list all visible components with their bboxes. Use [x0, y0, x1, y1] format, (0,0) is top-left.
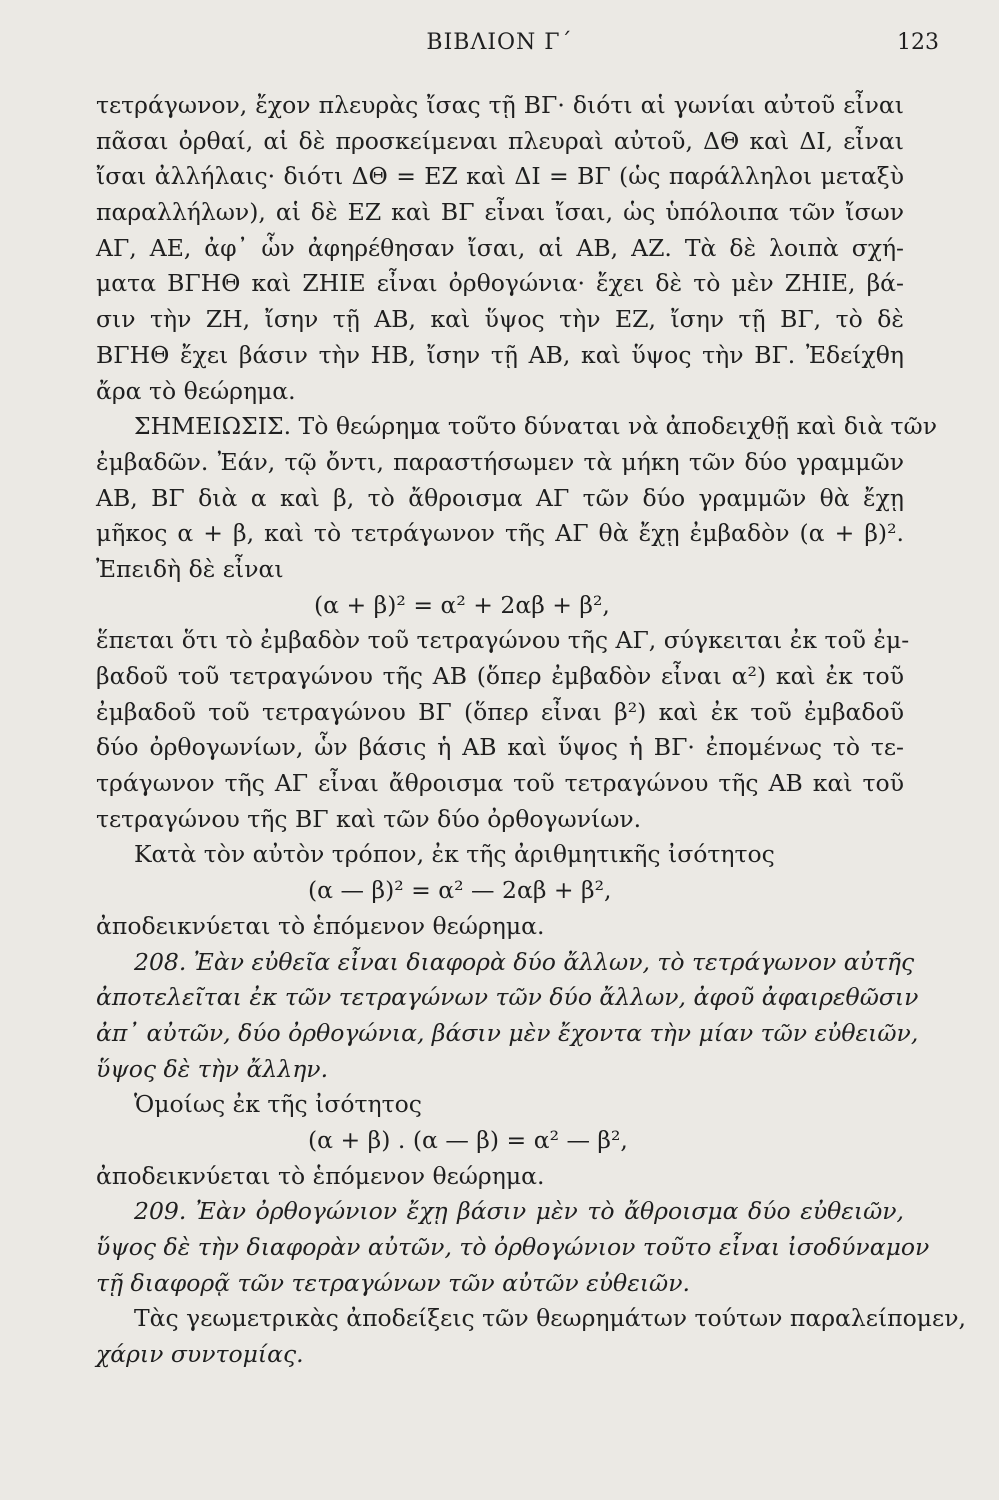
text-line: μῆκος α + β, καὶ τὸ τετράγωνον τῆς ΑΓ θὰ ἔχῃ ἐμβαδὸν (α + β)².: [96, 519, 904, 548]
text-line: ἄρα τὸ θεώρημα.: [96, 376, 296, 405]
theorem-line: ἀποτελεῖται ἐκ τῶν τετραγώνων τῶν δύο ἄλλων, ἀφοῦ ἀφαιρεθῶσιν: [96, 983, 919, 1012]
text-line: Τὰς γεωμετρικὰς ἀποδείξεις τῶν θεωρημάτων τούτων παραλείπομεν,: [134, 1304, 966, 1333]
text-line: ἀποδεικνύεται τὸ ἑπόμενον θεώρημα.: [96, 911, 545, 940]
text-line: δύο ὀρθογωνίων, ὧν βάσις ἡ ΑΒ καὶ ὕψος ἡ ΒΓ· ἐπομένως τὸ τε-: [96, 733, 904, 762]
page-body: [96, 88, 966, 1373]
text-line: παραλλήλων), αἱ δὲ ΕΖ καὶ ΒΓ εἶναι ἴσαι, ὡς ὑπόλοιπα τῶν ἴσων: [96, 198, 904, 227]
theorem-line: ὕψος δὲ τὴν ἄλλην.: [96, 1054, 329, 1083]
theorem-line: ὕψος δὲ τὴν διαφορὰν αὐτῶν, τὸ ὀρθογώνιον τοῦτο εἶναι ἰσοδύναμον: [96, 1233, 930, 1261]
text-line: χάριν συντομίας.: [96, 1340, 304, 1369]
text-line: τετράγωνον, ἔχον πλευρὰς ἴσας τῇ ΒΓ· διότι αἱ γωνίαι αὐτοῦ εἶναι: [96, 91, 904, 119]
formula-line: (α — β)² = α² — 2αβ + β²,: [308, 876, 612, 905]
theorem-line: ἀπ᾽ αὐτῶν, δύο ὀρθογώνια, βάσιν μὲν ἔχοντα τὴν μίαν τῶν εὐθειῶν,: [96, 1018, 919, 1047]
text-line: σιν τὴν ΖΗ, ἴσην τῇ ΑΒ, καὶ ὕψος τὴν ΕΖ, ἴσην τῇ ΒΓ, τὸ δὲ: [96, 305, 904, 334]
note-heading-line: ΣΗΜΕΙΩΣΙΣ. Τὸ θεώρημα τοῦτο δύναται νὰ ἀποδειχθῇ καὶ διὰ τῶν: [134, 412, 937, 441]
text-line: ἕπεται ὅτι τὸ ἐμβαδὸν τοῦ τετραγώνου τῆς ΑΓ, σύγκειται ἐκ τοῦ ἐμ-: [96, 626, 910, 655]
theorem-line: 209. Ἐὰν ὀρθογώνιον ἔχῃ βάσιν μὲν τὸ ἄθροισμα δύο εὐθειῶν,: [134, 1197, 904, 1226]
text-line: ἴσαι ἀλλήλαις· διότι ΔΘ = ΕΖ καὶ ΔΙ = ΒΓ (ὡς παράλληλοι μεταξὺ: [96, 162, 904, 191]
text-line: ματα ΒΓΗΘ καὶ ΖΗΙΕ εἶναι ὀρθογώνια· ἔχει δὲ τὸ μὲν ΖΗΙΕ, βά-: [96, 269, 904, 298]
formula-line: (α + β)² = α² + 2αβ + β²,: [314, 590, 610, 619]
text-line: πᾶσαι ὀρθαί, αἱ δὲ προσκείμεναι πλευραὶ αὐτοῦ, ΔΘ καὶ ΔΙ, εἶναι: [96, 126, 904, 155]
page-number: 123: [897, 30, 939, 55]
text-line: ΑΒ, ΒΓ διὰ α καὶ β, τὸ ἄθροισμα ΑΓ τῶν δύο γραμμῶν θὰ ἔχῃ: [96, 483, 904, 512]
text-line: ΒΓΗΘ ἔχει βάσιν τὴν ΗΒ, ἴσην τῇ ΑΒ, καὶ ὕψος τὴν ΒΓ. Ἐδείχθη: [96, 340, 904, 369]
text-line: βαδοῦ τοῦ τετραγώνου τῆς ΑΒ (ὅπερ ἐμβαδὸν εἶναι α²) καὶ ἐκ τοῦ: [96, 662, 904, 690]
running-head: ΒΙΒΛΙΟΝ Γ΄: [426, 30, 573, 55]
text-line: τετραγώνου τῆς ΒΓ καὶ τῶν δύο ὀρθογωνίων.: [96, 804, 642, 833]
page-header: [60, 30, 939, 70]
text-line: ἐμβαδοῦ τοῦ τετραγώνου ΒΓ (ὅπερ εἶναι β²) καὶ ἐκ τοῦ ἐμβαδοῦ: [96, 697, 904, 726]
formula-line: (α + β) . (α — β) = α² — β²,: [308, 1125, 628, 1154]
theorem-line: τῇ διαφορᾷ τῶν τετραγώνων τῶν αὐτῶν εὐθειῶν.: [96, 1268, 690, 1297]
text-line: ἐμβαδῶν. Ἐάν, τῷ ὄντι, παραστήσωμεν τὰ μήκη τῶν δύο γραμμῶν: [96, 447, 904, 476]
text-line: τράγωνον τῆς ΑΓ εἶναι ἄθροισμα τοῦ τετραγώνου τῆς ΑΒ καὶ τοῦ: [96, 769, 904, 798]
text-line: Ἐπειδὴ δὲ εἶναι: [96, 554, 284, 583]
theorem-line: 208. Ἐὰν εὐθεῖα εἶναι διαφορὰ δύο ἄλλων, τὸ τετράγωνον αὐτῆς: [134, 947, 915, 976]
text-line: ἀποδεικνύεται τὸ ἑπόμενον θεώρημα.: [96, 1161, 545, 1190]
text-line: Κατὰ τὸν αὐτὸν τρόπον, ἐκ τῆς ἀριθμητικῆς ἰσότητος: [134, 840, 775, 869]
text-line: ΑΓ, ΑΕ, ἀφ᾽ ὧν ἀφηρέθησαν ἴσαι, αἱ ΑΒ, ΑΖ. Τὰ δὲ λοιπὰ σχή-: [96, 233, 904, 262]
text-line: Ὁμοίως ἐκ τῆς ἰσότητος: [134, 1090, 422, 1119]
